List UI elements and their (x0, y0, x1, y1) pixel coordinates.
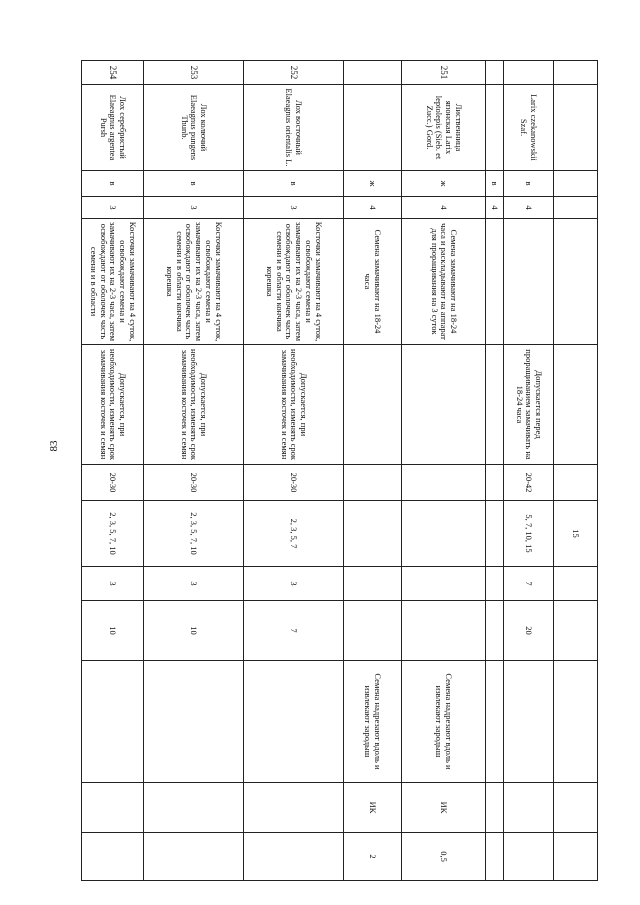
table-cell-c8 (486, 501, 504, 567)
table-row (82, 61, 144, 881)
table-cell-c6: Допускается, при необходимости, изменять срок замачивания косточек и семян (82, 345, 144, 465)
table-cell-c5 (486, 219, 504, 345)
table-cell-c5: Косточки замачивают на 4 суток, освобождают семена и замачивают их на 2-3 часа, затем освобождают от оболочек часть семени и в области кончика корешка (144, 219, 244, 345)
table-cell-c6: Допускается, при необходимости, изменять срок замачивания косточек и семян (144, 345, 244, 465)
rotated-table-wrapper (82, 60, 598, 880)
table-cell-c8 (402, 501, 486, 567)
table-cell-c6 (402, 345, 486, 465)
table-cell-c10 (486, 601, 504, 661)
table-cell-c4: 4 (344, 197, 402, 219)
table-cell-c12 (554, 783, 598, 833)
table-cell-c13 (82, 833, 144, 881)
table-cell-name (486, 85, 504, 171)
table-cell-c11 (82, 661, 144, 783)
table-cell-c4: 3 (144, 197, 244, 219)
table-cell-c6: Допускается, при необходимости, изменять срок замачивания косточек и семян (244, 345, 344, 465)
table-cell-c11 (486, 661, 504, 783)
table-cell-c9: 3 (144, 567, 244, 601)
table-cell-c10: 10 (82, 601, 144, 661)
table-cell-name: Larix czekanowskii Szaf. (504, 85, 554, 171)
table-cell-c12 (144, 783, 244, 833)
table-cell-c3 (554, 171, 598, 197)
table-cell-c12: ИК (402, 783, 486, 833)
table-cell-num (486, 61, 504, 85)
table-cell-c8: 15 (554, 501, 598, 567)
table-cell-num (504, 61, 554, 85)
table-cell-c5: Косточки замачивают на 4 суток, освобождают семена и замачивают их на 2-3 часа, затем освобождают от оболочек часть семени и в области кончика корешка (244, 219, 344, 345)
table-cell-name (344, 85, 402, 171)
table-cell-c8: 2, 3, 5, 7 (244, 501, 344, 567)
table-cell-c12: ИК (344, 783, 402, 833)
table-cell-name: Лох восточный Elaeagnus orientalis L. (244, 85, 344, 171)
table-cell-c5: Косточки замачивают на 4 суток, освобождают семена и замачивают их на 2-3 часа, затем освобождают от оболочек часть семени и в области (82, 219, 144, 345)
table-cell-name: Лох серебристый Elaeagnus argentea Pursh (82, 85, 144, 171)
table-cell-c3: ж (402, 171, 486, 197)
table-cell-c4: 4 (486, 197, 504, 219)
table-cell-c12 (486, 783, 504, 833)
table-cell-c7: 20-30 (82, 465, 144, 501)
table-row (244, 61, 344, 881)
table-cell-num (344, 61, 402, 85)
table-cell-c13 (244, 833, 344, 881)
table-row (144, 61, 244, 881)
table-row (486, 61, 504, 881)
table-cell-c4: 3 (244, 197, 344, 219)
table-cell-c3: в (244, 171, 344, 197)
table-cell-c10: 7 (244, 601, 344, 661)
table-cell-c6 (486, 345, 504, 465)
table-cell-c5 (554, 219, 598, 345)
table-cell-c13: 2 (344, 833, 402, 881)
table-cell-c4: 4 (504, 197, 554, 219)
table-cell-c11 (244, 661, 344, 783)
table-cell-c5: Семена замачивают на 18-24 часа и раскладывают на аппарат для проращивания на 3 суток (402, 219, 486, 345)
table-cell-c13: 0,5 (402, 833, 486, 881)
table-row (402, 61, 486, 881)
table-cell-c10: 10 (144, 601, 244, 661)
table-cell-c10 (344, 601, 402, 661)
table-cell-c12 (82, 783, 144, 833)
table-cell-c3: в (486, 171, 504, 197)
table-cell-c4: 3 (82, 197, 144, 219)
table-cell-c4: 4 (402, 197, 486, 219)
table-cell-c7 (554, 465, 598, 501)
table-cell-num (554, 61, 598, 85)
table-cell-c9 (486, 567, 504, 601)
table-row (554, 61, 598, 881)
table-cell-c9: 3 (244, 567, 344, 601)
table-cell-c3: в (82, 171, 144, 197)
table-cell-c9: 3 (82, 567, 144, 601)
table-cell-c7: 20-30 (144, 465, 244, 501)
table-cell-c8: 2, 3, 5, 7, 10 (82, 501, 144, 567)
table-cell-name (554, 85, 598, 171)
table-cell-c3: в (144, 171, 244, 197)
table-cell-c12 (244, 783, 344, 833)
table-cell-num: 252 (244, 61, 344, 85)
table-cell-c3: в (504, 171, 554, 197)
table-cell-c8: 2, 3, 5, 7, 10 (144, 501, 244, 567)
table-cell-c13 (554, 833, 598, 881)
table-row (504, 61, 554, 881)
table-cell-c6: Допускается перед проращиванием замачивать на 18-24 часа (504, 345, 554, 465)
table-cell-c11 (504, 661, 554, 783)
table-cell-c4 (554, 197, 598, 219)
table-row (344, 61, 402, 881)
table-cell-c10 (402, 601, 486, 661)
table-cell-c7: 20-42 (504, 465, 554, 501)
table-cell-c6 (554, 345, 598, 465)
table-cell-c12 (504, 783, 554, 833)
table-cell-c8 (344, 501, 402, 567)
table-cell-c13 (504, 833, 554, 881)
table-cell-c9 (554, 567, 598, 601)
table-cell-c9 (344, 567, 402, 601)
table-cell-c11: Семена надрезают вдоль и извлекают зародыш (344, 661, 402, 783)
table-cell-c3: ж (344, 171, 402, 197)
table-cell-c9 (402, 567, 486, 601)
table-cell-c11 (554, 661, 598, 783)
table-cell-c7: 20-30 (244, 465, 344, 501)
table-cell-c13 (486, 833, 504, 881)
table-cell-c11: Семена надрезают вдоль и извлекают зародыш (402, 661, 486, 783)
table-cell-c9: 7 (504, 567, 554, 601)
table-cell-num: 253 (144, 61, 244, 85)
table-cell-num: 251 (402, 61, 486, 85)
table-cell-c7 (344, 465, 402, 501)
table-cell-name: Лиственница японская Larix leptolepis (Sieb. et Zucc.) Gord. (402, 85, 486, 171)
table-cell-num: 254 (82, 61, 144, 85)
table-cell-c8: 5, 7, 10, 15 (504, 501, 554, 567)
table-cell-c10: 20 (504, 601, 554, 661)
seed-germination-table (81, 60, 598, 881)
page-number: 83 (48, 440, 60, 452)
table-cell-c6 (344, 345, 402, 465)
table-cell-c7 (402, 465, 486, 501)
table-cell-c11 (144, 661, 244, 783)
table-cell-name: Лох колючий Elaeagnus pungens Thunb. (144, 85, 244, 171)
table-cell-c7 (486, 465, 504, 501)
table-cell-c5: Семена замачивают на 18-24 часа (344, 219, 402, 345)
table-cell-c13 (144, 833, 244, 881)
table-cell-c5 (504, 219, 554, 345)
table-cell-c10 (554, 601, 598, 661)
